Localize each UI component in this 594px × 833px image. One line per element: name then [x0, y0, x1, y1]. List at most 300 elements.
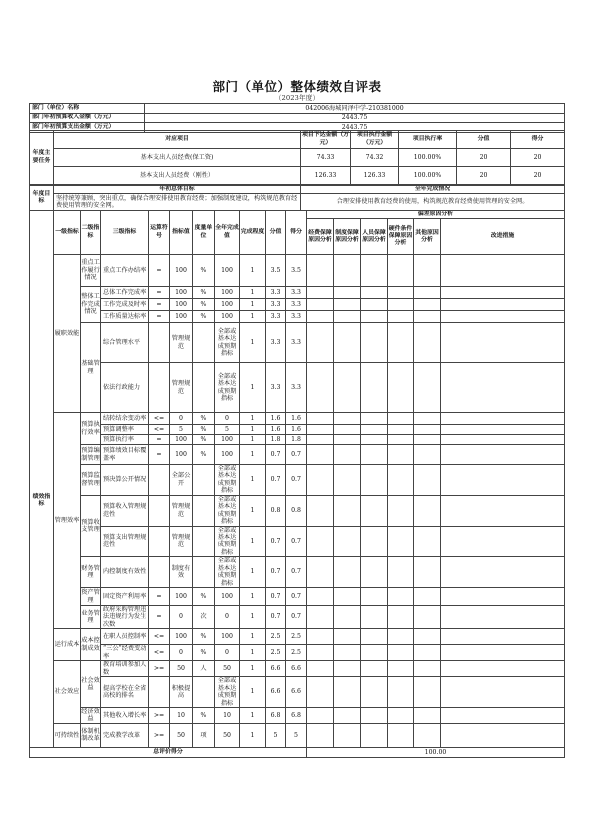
deviation-cell — [361, 677, 388, 708]
done-text: 合理安排使用教育经费的使用，构筑规范教育经费使用管理的安全网。 — [301, 194, 565, 211]
header-other: 其他原因分析 — [414, 219, 441, 255]
performance-body-table — [29, 254, 565, 758]
cell-val: 100 — [170, 311, 193, 323]
header-score: 得分 — [511, 131, 565, 149]
cell-score: 0.7 — [286, 588, 307, 606]
cell-val: 0 — [170, 606, 193, 629]
cell-l3: 总体工作完成率 — [101, 287, 149, 299]
cell-op — [149, 557, 170, 588]
deviation-cell — [334, 723, 361, 747]
cell-unit: 次 — [193, 606, 215, 629]
deviation-cell — [441, 723, 565, 747]
task-score-max: 20 — [457, 167, 511, 185]
cell-score: 6.6 — [286, 677, 307, 708]
header-staff: 人员保障原因分析 — [361, 219, 388, 255]
task-rate: 100.00% — [399, 149, 457, 167]
deviation-cell — [441, 707, 565, 723]
cell-full: 5 — [215, 425, 240, 435]
header-fix: 改进措施 — [441, 219, 565, 255]
cell-deg: 1 — [240, 526, 266, 557]
deviation-cell — [307, 425, 334, 435]
indicator-l1: 社会效应 — [54, 661, 81, 724]
cell-score-max: 0.7 — [266, 526, 286, 557]
header-val: 指标值 — [170, 211, 193, 255]
deviation-cell — [361, 707, 388, 723]
cell-val: 100 — [170, 287, 193, 299]
cell-op: = — [149, 588, 170, 606]
cell-full: 100 — [215, 299, 240, 311]
table-row — [30, 629, 565, 645]
cell-score-max: 0.7 — [266, 588, 286, 606]
header-actual: 项目执行金额（万元） — [351, 131, 399, 149]
cell-full: 100 — [215, 445, 240, 465]
cell-l3: 预算绩效目标覆盖率 — [101, 445, 149, 465]
deviation-cell — [388, 413, 414, 425]
deviation-cell — [441, 526, 565, 557]
deviation-cell — [307, 606, 334, 629]
deviation-cell — [388, 645, 414, 661]
deviation-cell — [388, 677, 414, 708]
cell-score-max: 6.6 — [266, 661, 286, 677]
deviation-cell — [361, 311, 388, 323]
indicator-l2: 预算执行效率 — [81, 413, 101, 445]
cell-full: 全部或基本达成预期指标 — [215, 323, 240, 363]
deviation-cell — [307, 707, 334, 723]
task-actual: 126.33 — [351, 167, 399, 185]
cell-op — [149, 323, 170, 363]
deviation-cell — [414, 495, 441, 526]
cell-unit: % — [193, 311, 215, 323]
cell-op: = — [149, 606, 170, 629]
cell-l3: 提高学校在全省高校的排名 — [101, 677, 149, 708]
cell-deg: 1 — [240, 707, 266, 723]
deviation-cell — [334, 629, 361, 645]
cell-deg: 1 — [240, 413, 266, 425]
cell-full: 全部或基本达成预期指标 — [215, 495, 240, 526]
table-row — [30, 299, 565, 311]
cell-l3: 政府采购管理违法违规行为发生次数 — [101, 606, 149, 629]
deviation-cell — [361, 526, 388, 557]
info-label: 部门（单位）名称 — [30, 104, 145, 114]
cell-val: 100 — [170, 255, 193, 287]
deviation-cell — [441, 645, 565, 661]
cell-op: <= — [149, 425, 170, 435]
task-budget: 74.33 — [301, 149, 351, 167]
cell-score: 3.3 — [286, 323, 307, 363]
annual-task-label: 年度主要任务 — [30, 131, 54, 185]
cell-full: 全部或基本达成预期指标 — [215, 526, 240, 557]
deviation-cell — [307, 323, 334, 363]
cell-deg: 1 — [240, 311, 266, 323]
cell-score-max: 6.6 — [266, 677, 286, 708]
deviation-cell — [361, 363, 388, 413]
cell-deg: 1 — [240, 661, 266, 677]
cell-l3: 预算执行率 — [101, 435, 149, 445]
deviation-cell — [361, 606, 388, 629]
deviation-cell — [441, 323, 565, 363]
deviation-cell — [361, 413, 388, 425]
cell-deg: 1 — [240, 323, 266, 363]
cell-score: 5 — [286, 723, 307, 747]
deviation-cell — [441, 413, 565, 425]
cell-deg: 1 — [240, 606, 266, 629]
deviation-cell — [441, 677, 565, 708]
table-row — [30, 588, 565, 606]
cell-unit: % — [193, 413, 215, 425]
header-deg: 完成程度 — [240, 211, 266, 255]
indicator-l1: 可持续性 — [54, 723, 81, 747]
deviation-cell — [307, 413, 334, 425]
deviation-cell — [414, 465, 441, 496]
header-item: 对应项目 — [54, 131, 301, 149]
cell-score: 1.6 — [286, 413, 307, 425]
cell-val: 0 — [170, 413, 193, 425]
cell-val: 0 — [170, 645, 193, 661]
deviation-cell — [441, 661, 565, 677]
deviation-cell — [441, 495, 565, 526]
table-row — [30, 167, 565, 185]
cell-val: 积极提高 — [170, 677, 193, 708]
info-value: 2443.75 — [145, 113, 565, 123]
indicator-l2: 体制机制改革 — [81, 723, 101, 747]
deviation-cell — [334, 661, 361, 677]
cell-op: = — [149, 299, 170, 311]
cell-val: 全部公开 — [170, 465, 193, 496]
cell-val: 100 — [170, 299, 193, 311]
cell-full: 100 — [215, 435, 240, 445]
info-label: 部门年初预算支出金额（万元） — [30, 123, 145, 133]
deviation-cell — [414, 557, 441, 588]
cell-deg: 1 — [240, 435, 266, 445]
info-row-name — [30, 104, 565, 114]
table-row — [30, 149, 565, 167]
cell-deg: 1 — [240, 645, 266, 661]
cell-score-max: 1.6 — [266, 413, 286, 425]
cell-op: = — [149, 311, 170, 323]
cell-l3: 预算收入管理规范性 — [101, 495, 149, 526]
deviation-cell — [307, 629, 334, 645]
cell-score: 3.5 — [286, 255, 307, 287]
cell-full: 50 — [215, 661, 240, 677]
table-row — [30, 435, 565, 445]
cell-full: 10 — [215, 707, 240, 723]
indicator-l2: 整体工作完成情况 — [81, 287, 101, 323]
cell-score-max: 3.3 — [266, 323, 286, 363]
annual-task-table — [29, 130, 565, 185]
deviation-cell — [361, 435, 388, 445]
cell-full: 50 — [215, 723, 240, 747]
cell-score: 6.6 — [286, 661, 307, 677]
deviation-cell — [414, 677, 441, 708]
table-row — [30, 287, 565, 299]
cell-l3: 综合管理水平 — [101, 323, 149, 363]
cell-unit: % — [193, 707, 215, 723]
header-deviation: 偏差原因分析 — [307, 211, 565, 219]
deviation-cell — [361, 557, 388, 588]
header-unit: 度量单位 — [193, 211, 215, 255]
header-score-max: 分值 — [457, 131, 511, 149]
cell-op — [149, 526, 170, 557]
deviation-cell — [307, 255, 334, 287]
cell-score-max: 1.8 — [266, 435, 286, 445]
cell-op — [149, 465, 170, 496]
deviation-cell — [307, 723, 334, 747]
total-row — [30, 747, 565, 757]
deviation-cell — [334, 606, 361, 629]
indicator-l1: 管理效率 — [54, 413, 81, 629]
cell-full: 100 — [215, 311, 240, 323]
deviation-cell — [334, 557, 361, 588]
deviation-cell — [441, 299, 565, 311]
header-sys: 制度保障原因分析 — [334, 219, 361, 255]
cell-full: 全部或基本达成预期指标 — [215, 677, 240, 708]
cell-val: 100 — [170, 629, 193, 645]
cell-val: 制度有效 — [170, 557, 193, 588]
deviation-cell — [361, 287, 388, 299]
deviation-cell — [414, 723, 441, 747]
cell-deg: 1 — [240, 465, 266, 496]
total-value: 100.00 — [307, 747, 565, 757]
cell-deg: 1 — [240, 363, 266, 413]
deviation-cell — [441, 363, 565, 413]
cell-unit — [193, 526, 215, 557]
deviation-cell — [388, 606, 414, 629]
cell-full: 全部或基本达成预期指标 — [215, 363, 240, 413]
deviation-cell — [388, 723, 414, 747]
cell-val: 50 — [170, 661, 193, 677]
cell-score-max: 0.7 — [266, 606, 286, 629]
done-header: 全年完成情况 — [301, 186, 565, 194]
cell-op: <= — [149, 413, 170, 425]
header-hw: 硬件条件保障原因分析 — [388, 219, 414, 255]
cell-val: 管理规范 — [170, 363, 193, 413]
cell-full: 100 — [215, 588, 240, 606]
deviation-cell — [334, 323, 361, 363]
deviation-cell — [441, 287, 565, 299]
cell-score: 1.8 — [286, 435, 307, 445]
deviation-cell — [388, 299, 414, 311]
header-op: 运算符号 — [149, 211, 170, 255]
cell-unit: % — [193, 588, 215, 606]
deviation-cell — [388, 255, 414, 287]
cell-score: 2.5 — [286, 645, 307, 661]
header-l2: 二级指标 — [81, 211, 101, 255]
deviation-cell — [334, 299, 361, 311]
table-row — [30, 645, 565, 661]
cell-val: 50 — [170, 723, 193, 747]
deviation-cell — [414, 645, 441, 661]
cell-score: 6.8 — [286, 707, 307, 723]
task-item: 基本支出人员经费（刚性） — [54, 167, 301, 185]
indicator-l2: 预算收支管理 — [81, 495, 101, 557]
cell-l3: 固定资产利用率 — [101, 588, 149, 606]
cell-score: 3.3 — [286, 311, 307, 323]
cell-score-max: 6.8 — [266, 707, 286, 723]
deviation-cell — [414, 661, 441, 677]
indicator-l2: 业务管理 — [81, 606, 101, 629]
deviation-cell — [334, 645, 361, 661]
header-full: 全年完成值 — [215, 211, 240, 255]
cell-score: 2.5 — [286, 629, 307, 645]
deviation-cell — [441, 255, 565, 287]
cell-full: 100 — [215, 629, 240, 645]
deviation-cell — [307, 465, 334, 496]
header-score: 得分 — [286, 211, 307, 255]
cell-full: 0 — [215, 606, 240, 629]
cell-deg: 1 — [240, 723, 266, 747]
cell-l3: 预决算公开情况 — [101, 465, 149, 496]
deviation-cell — [441, 606, 565, 629]
deviation-cell — [307, 299, 334, 311]
cell-score: 0.7 — [286, 606, 307, 629]
cell-l3: 工作质量达标率 — [101, 311, 149, 323]
cell-op: = — [149, 255, 170, 287]
cell-score-max: 3.5 — [266, 255, 286, 287]
table-row — [30, 425, 565, 435]
cell-unit — [193, 677, 215, 708]
deviation-cell — [414, 606, 441, 629]
cell-op — [149, 677, 170, 708]
deviation-cell — [441, 311, 565, 323]
cell-score: 0.7 — [286, 526, 307, 557]
deviation-cell — [414, 435, 441, 445]
deviation-cell — [388, 661, 414, 677]
deviation-cell — [334, 287, 361, 299]
total-label: 总评价得分 — [30, 747, 307, 757]
indicator-l2: 重点工作履行情况 — [81, 255, 101, 287]
table-row — [30, 363, 565, 413]
plan-header: 年初总体目标 — [54, 186, 301, 194]
deviation-cell — [414, 445, 441, 465]
cell-val: 5 — [170, 425, 193, 435]
cell-deg: 1 — [240, 287, 266, 299]
deviation-cell — [388, 435, 414, 445]
page-subtitle: （2023年度） — [274, 94, 320, 102]
performance-table — [29, 210, 565, 255]
cell-full: 全部或基本达成预期指标 — [215, 465, 240, 496]
cell-op: >= — [149, 707, 170, 723]
indicator-l2: 资产管理 — [81, 589, 100, 604]
deviation-cell — [441, 425, 565, 435]
cell-l3: 预算支出管理规范性 — [101, 526, 149, 557]
deviation-cell — [414, 707, 441, 723]
table-row — [30, 661, 565, 677]
cell-val: 管理规范 — [170, 495, 193, 526]
info-row-income — [30, 113, 565, 123]
cell-unit: % — [193, 445, 215, 465]
deviation-cell — [414, 363, 441, 413]
cell-unit — [193, 557, 215, 588]
task-budget: 126.33 — [301, 167, 351, 185]
deviation-cell — [334, 435, 361, 445]
deviation-cell — [441, 465, 565, 496]
table-row — [30, 495, 565, 526]
cell-score: 1.6 — [286, 425, 307, 435]
cell-deg: 1 — [240, 445, 266, 465]
cell-unit: 项 — [193, 723, 215, 747]
cell-val: 管理规范 — [170, 526, 193, 557]
deviation-cell — [388, 445, 414, 465]
cell-score-max: 3.3 — [266, 299, 286, 311]
cell-score: 3.3 — [286, 299, 307, 311]
cell-unit: % — [193, 287, 215, 299]
cell-val: 10 — [170, 707, 193, 723]
cell-score-max: 5 — [266, 723, 286, 747]
header-l3: 三级指标 — [101, 211, 149, 255]
deviation-cell — [361, 323, 388, 363]
cell-score-max: 0.7 — [266, 557, 286, 588]
cell-op — [149, 495, 170, 526]
cell-l3: 内控制度有效性 — [101, 557, 149, 588]
deviation-cell — [361, 255, 388, 287]
table-row — [30, 557, 565, 588]
cell-deg: 1 — [240, 299, 266, 311]
info-value: 2443.75 — [145, 123, 565, 133]
cell-unit: % — [193, 435, 215, 445]
deviation-cell — [307, 445, 334, 465]
cell-score-max: 2.5 — [266, 629, 286, 645]
cell-op: = — [149, 287, 170, 299]
deviation-cell — [388, 526, 414, 557]
cell-l3: 预算调整率 — [101, 425, 149, 435]
table-row — [30, 465, 565, 496]
deviation-cell — [441, 445, 565, 465]
cell-l3: 在职人员控制率 — [101, 629, 149, 645]
deviation-cell — [361, 723, 388, 747]
cell-score-max: 3.3 — [266, 311, 286, 323]
cell-unit — [193, 323, 215, 363]
table-row — [30, 323, 565, 363]
cell-l3: 其他收入增长率 — [101, 707, 149, 723]
deviation-cell — [361, 661, 388, 677]
deviation-cell — [414, 323, 441, 363]
deviation-cell — [307, 588, 334, 606]
task-item: 基本支出人员经费(保工资) — [54, 149, 301, 167]
deviation-cell — [361, 495, 388, 526]
cell-deg: 1 — [240, 677, 266, 708]
task-actual: 74.32 — [351, 149, 399, 167]
cell-deg: 1 — [240, 495, 266, 526]
cell-score-max: 1.6 — [266, 425, 286, 435]
deviation-cell — [307, 661, 334, 677]
deviation-cell — [388, 287, 414, 299]
deviation-cell — [307, 557, 334, 588]
indicator-l2: 成本控制成效 — [81, 629, 101, 661]
deviation-cell — [334, 363, 361, 413]
deviation-cell — [334, 413, 361, 425]
cell-unit — [193, 363, 215, 413]
cell-deg: 1 — [240, 255, 266, 287]
cell-op: <= — [149, 629, 170, 645]
perf-section-label: 绩效指标 — [30, 255, 54, 748]
deviation-cell — [441, 557, 565, 588]
table-row — [30, 723, 565, 747]
indicator-l2: 预算编制管理 — [81, 445, 101, 465]
info-label: 部门年初预算收入金额（万元） — [30, 113, 145, 123]
deviation-cell — [388, 495, 414, 526]
cell-full: 100 — [215, 255, 240, 287]
cell-score: 0.7 — [286, 557, 307, 588]
task-score-max: 20 — [457, 149, 511, 167]
cell-score: 3.3 — [286, 363, 307, 413]
deviation-cell — [334, 707, 361, 723]
header-l1: 一级指标 — [54, 211, 81, 255]
deviation-cell — [334, 425, 361, 435]
table-row — [30, 311, 565, 323]
cell-l3: 依法行政能力 — [101, 363, 149, 413]
deviation-cell — [414, 413, 441, 425]
cell-score-max: 3.3 — [266, 287, 286, 299]
